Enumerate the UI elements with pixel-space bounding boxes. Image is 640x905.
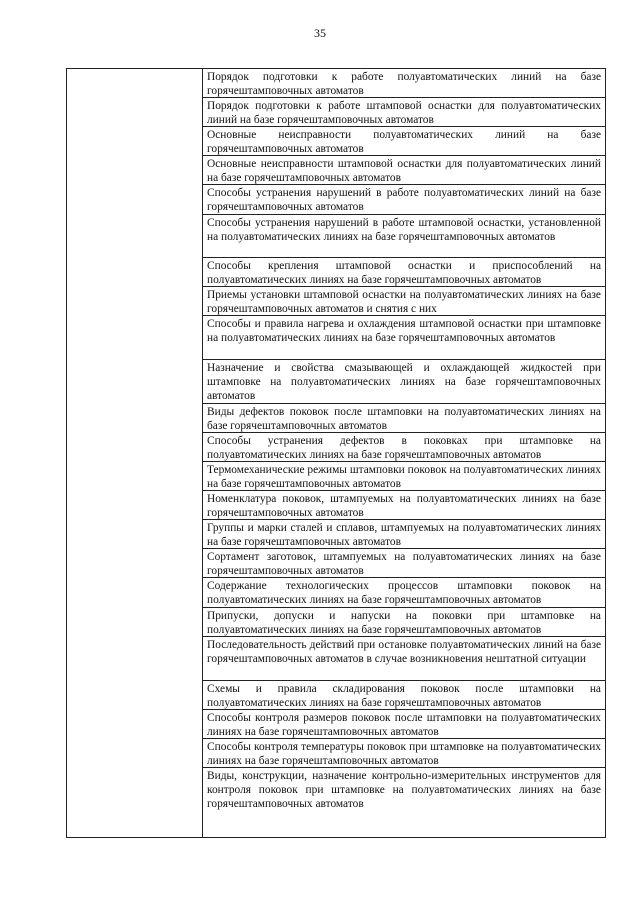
table-row: Группы и марки сталей и сплавов, штампуемых на полуавтоматических линиях на базе горячештамповочных автоматов [203, 520, 605, 549]
table-row: Способы устранения нарушений в работе полуавтоматических линий на базе горячештамповочных автоматов [203, 185, 605, 215]
table-row: Способы устранения дефектов в поковках при штамповке на полуавтоматических линиях на базе горячештамповочных автоматов [203, 433, 605, 462]
table-row: Схемы и правила складирования поковок после штамповки на полуавтоматических линиях на базе горячештамповочных автоматов [203, 681, 605, 710]
table-row: Основные неисправности штамповой оснастки для полуавтоматических линий на базе горячештамповочных автоматов [203, 156, 605, 185]
table-row: Порядок подготовки к работе полуавтоматических линий на базе горячештамповочных автоматов [203, 69, 605, 98]
page-number: 35 [314, 26, 326, 40]
table-row: Последовательность действий при остановке полуавтоматических линий на базе горячештамповочных автоматов в случае возникновения нештатной ситуации [203, 637, 605, 681]
table-row: Виды дефектов поковок после штамповки на полуавтоматических линиях на базе горячештамповочных автоматов [203, 404, 605, 433]
table-row: Виды, конструкции, назначение контрольно-измерительных инструментов для контроля поковок при штамповке на полуавтоматических линиях на базе горячештамповочных автоматов [207, 770, 601, 810]
table-row: Термомеханические режимы штамповки поковок на полуавтоматических линиях на базе горячештамповочных автоматов [203, 462, 605, 491]
table-rows [203, 69, 605, 837]
table-row: Способы контроля температуры поковок при штамповке на полуавтоматических линиях на базе горячештамповочных автоматов [203, 739, 605, 768]
table-row: Припуски, допуски и напуски на поковки при штамповке на полуавтоматических линиях на базе горячештамповочных автоматов [203, 608, 605, 637]
table-row: Способы устранения нарушений в работе штамповой оснастки, установленной на полуавтоматических линиях на базе горячештамповочных автоматов [203, 215, 605, 258]
table-row: Назначение и свойства смазывающей и охлаждающей жидкостей при штамповке на полуавтоматических линиях на базе горячештамповочных автоматов [203, 360, 605, 404]
table-row: Порядок подготовки к работе штамповой оснастки для полуавтоматических линий на базе горячештамповочных автоматов [203, 98, 605, 127]
table-row: Приемы установки штамповой оснастки на полуавтоматических линиях на базе горячештамповочных автоматов и снятия с них [203, 287, 605, 316]
table-row: Номенклатура поковок, штампуемых на полуавтоматических линиях на базе горячештамповочных автоматов [203, 491, 605, 520]
table-row: Способы и правила нагрева и охлаждения штамповой оснастки при штамповке на полуавтоматических линиях на базе горячештамповочных автоматов [203, 316, 605, 360]
table-row: Содержание технологических процессов штамповки поковок на полуавтоматических линиях на базе горячештамповочных автоматов [203, 578, 605, 608]
knowledge-table [66, 68, 606, 838]
table-row: Способы крепления штамповой оснастки и приспособлений на полуавтоматических линиях на базе горячештамповочных автоматов [203, 258, 605, 287]
table-row: Сортамент заготовок, штампуемых на полуавтоматических линиях на базе горячештамповочных автоматов [203, 549, 605, 578]
table-row: Основные неисправности полуавтоматических линий на базе горячештамповочных автоматов [203, 127, 605, 156]
table-row: Способы контроля размеров поковок после штамповки на полуавтоматических линиях на базе горячештамповочных автоматов [203, 710, 605, 739]
